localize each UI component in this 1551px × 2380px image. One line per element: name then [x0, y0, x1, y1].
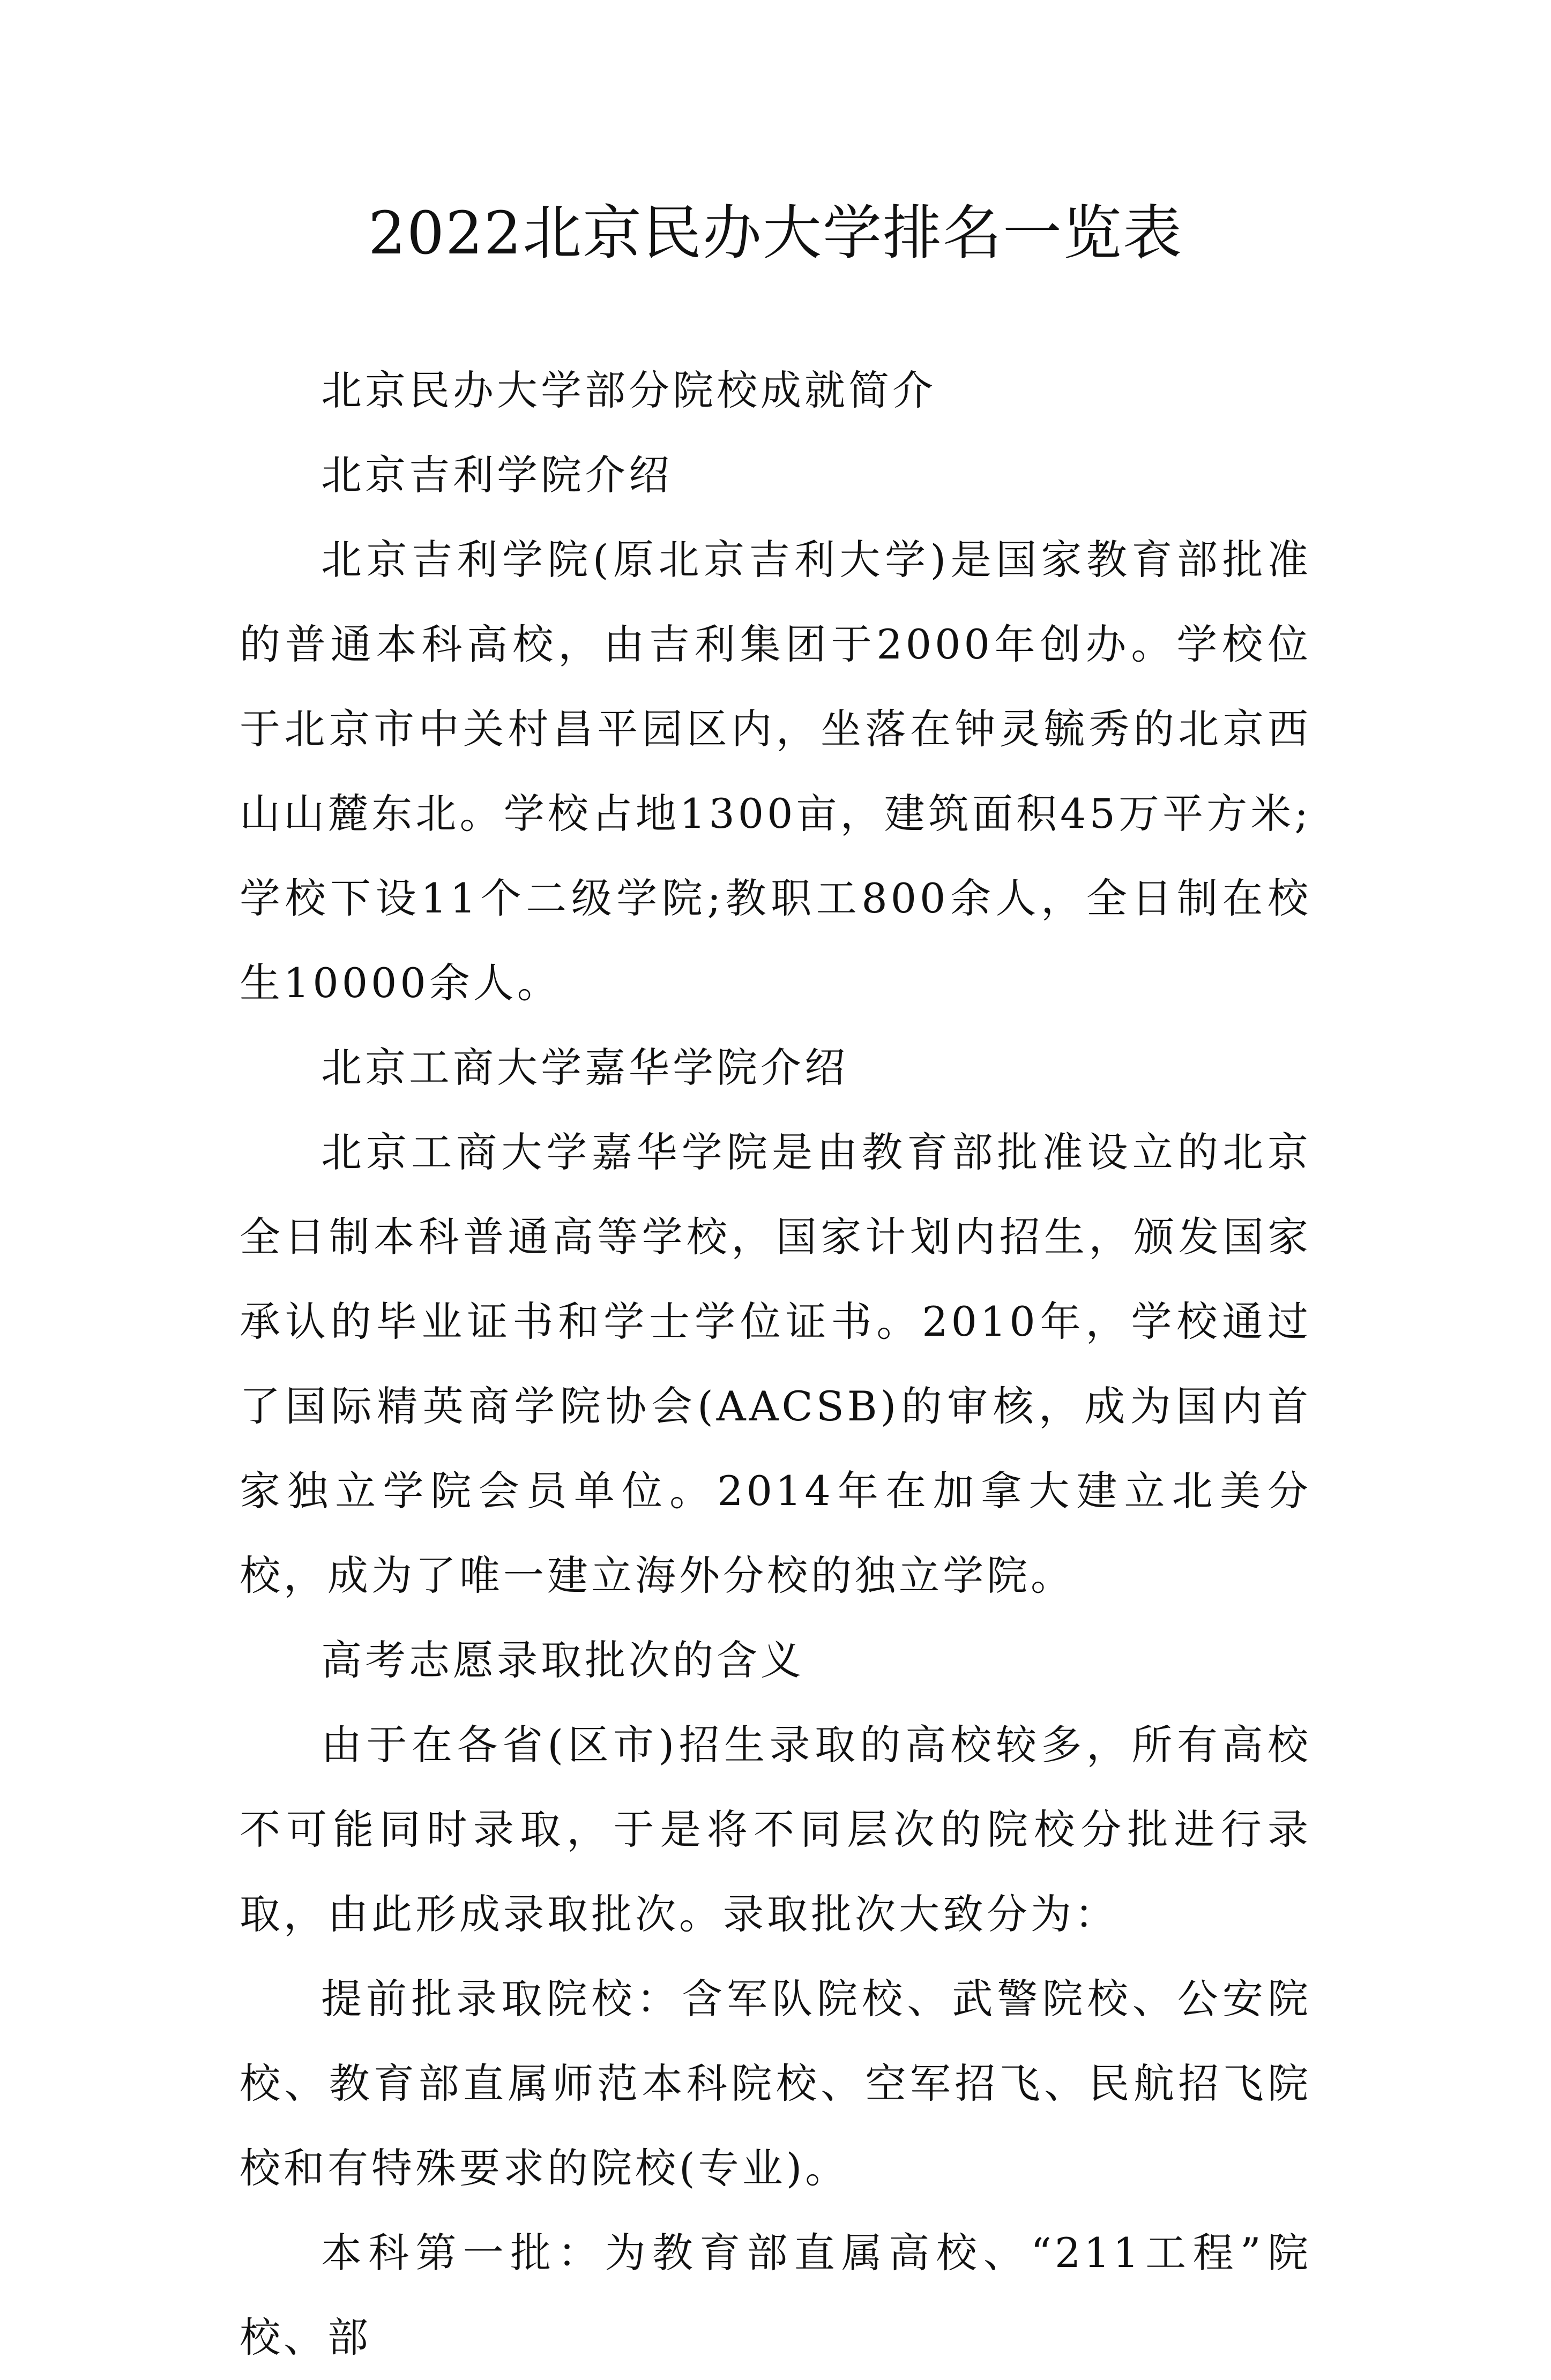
document-title: 2022北京民办大学排名一览表	[368, 199, 1183, 267]
body-paragraph: 本科第一批：为教育部直属高校、“211工程”院校、部	[240, 2229, 1311, 2361]
body-paragraph: 提前批录取院校：含军队院校、武警院校、公安院校、教育部直属师范本科院校、空军招飞、民航招飞院校和有特殊要求的院校(专业)。	[240, 1975, 1311, 2192]
section-heading: 北京民办大学部分院校成就简介	[321, 366, 936, 414]
body-paragraph: 北京工商大学嘉华学院是由教育部批准设立的北京全日制本科普通高等学校，国家计划内招生，颁发国家承认的毕业证书和学士学位证书。2010年，学校通过了国际精英商学院协会(AACSB)的审核，成为国内首家独立学院会员单位。2014年在加拿大建立北美分校，成为了唯一建立海外分校的独立学院。	[240, 1128, 1311, 1599]
body-paragraph: 北京吉利学院(原北京吉利大学)是国家教育部批准的普通本科高校，由吉利集团于2000年创办。学校位于北京市中关村昌平园区内，坐落在钟灵毓秀的北京西山山麓东北。学校占地1300亩，建筑面积45万平方米;学校下设11个二级学院;教职工800余人，全日制在校生10000余人。	[240, 536, 1311, 1007]
body-paragraph: 由于在各省(区市)招生录取的高校较多，所有高校不可能同时录取，于是将不同层次的院校分批进行录取，由此形成录取批次。录取批次大致分为：	[240, 1721, 1311, 1938]
section-heading: 北京工商大学嘉华学院介绍	[321, 1044, 848, 1091]
section-heading: 高考志愿录取批次的含义	[321, 1636, 804, 1684]
section-heading: 北京吉利学院介绍	[321, 451, 673, 499]
document-body	[240, 348, 1311, 2380]
